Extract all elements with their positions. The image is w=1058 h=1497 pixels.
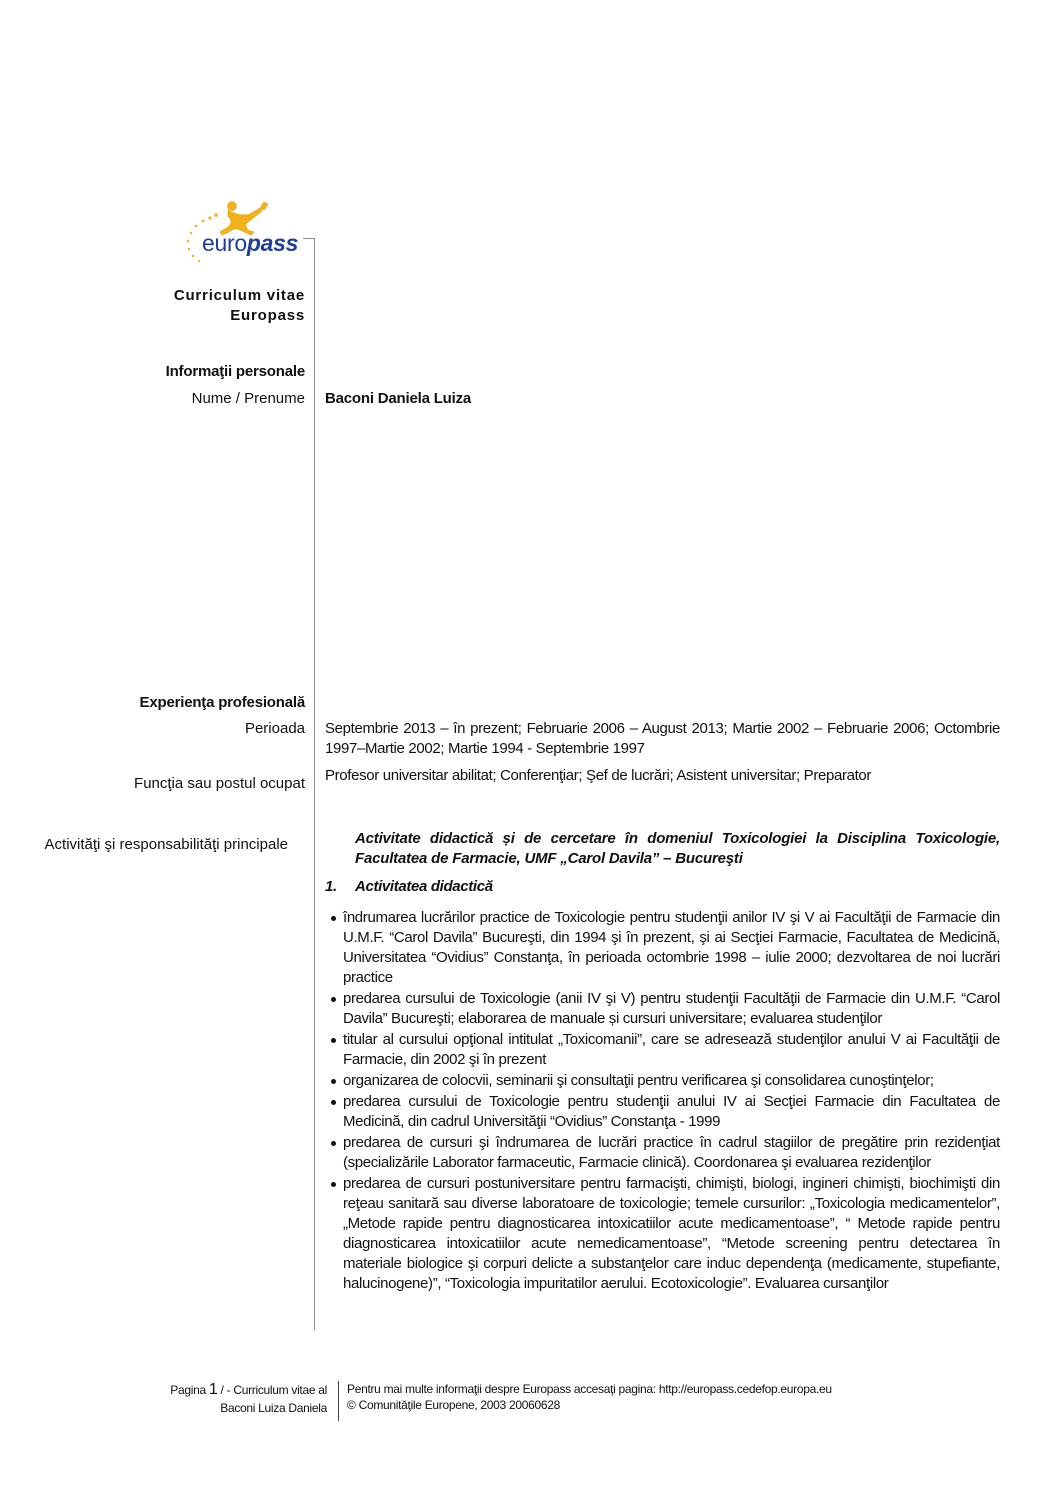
cv-title-line1: Curriculum vitae <box>173 287 305 304</box>
footer-info <box>347 1381 832 1413</box>
list-item: predarea de cursuri şi îndrumarea de lucrări practice în cadrul stagiilor de pregătire prin rezidenţiat (specializările Laborator farmaceutic, Farmacie clinică). Coordonarea şi evaluarea rezidenţilor <box>325 1133 1000 1173</box>
footer-info-line: Pentru mai multe informaţii despre Europass accesaţi pagina: http://europass.cedefop.europa.eu <box>347 1382 832 1396</box>
experience-heading: Experienţa profesională <box>139 694 305 711</box>
didactic-activities-list <box>325 908 1000 1294</box>
list-item: îndrumarea lucrărilor practice de Toxicologie pentru studenţii anilor IV şi V ai Facultăţii de Farmacie din U.M.F. “Carol Davila” Bucureşti, din 1994 şi în prezent, şi ai Secţiei Farmacie, Facultatea de Medicină, Universitatea “Ovidius” Constanţa, în perioada octombrie 1998 – iulie 2000; dezvoltarea de noi lucrări practice <box>325 908 1000 988</box>
page-prefix: Pagina <box>170 1383 206 1397</box>
name-value: Baconi Daniela Luiza <box>325 390 472 407</box>
cv-title-line2: Europass <box>230 307 305 324</box>
subsection-label: Activitatea didactică <box>355 878 493 895</box>
wordmark-light: euro <box>202 230 247 256</box>
list-item: titular al cursului opţional intitulat „Toxicomanii”, care se adresează studenţilor anului V ai Facultăţii de Farmacie, din 2002 şi în prezent <box>325 1030 1000 1070</box>
column-divider <box>314 238 315 1330</box>
list-item: predarea de cursuri postuniversitare pentru farmacişti, chimişti, biologi, ingineri chimişti, biochimişti din reţeau sanitară sau diverse laboratoare de toxicologie; temele cursurilor: „Toxicologia medicamentelor”, „Metode rapide pentru diagnosticarea intoxicatiilor acute medicamentoase”, “ Metode rapide pentru diagnosticarea intoxicatiilor acute nemedicamentoase”, “Metode screening pentru detectarea în materiale biologice şi corpuri delicte a substanţelor care induc dependenţa (medicamente, stupefiante, halucinogene)”, “Toxicologia impuritatilor aerului. Ecotoxicologie”. Evaluarea cursanţilor <box>325 1174 1000 1294</box>
cv-title <box>174 286 305 326</box>
period-value: Septembrie 2013 – în prezent; Februarie 2006 – August 2013; Martie 2002 – Februarie 2006; Octombrie 1997–Martie 2002; Martie 1994 - Septembrie 1997 <box>325 720 1000 757</box>
europass-logo <box>182 198 312 266</box>
footer-copyright: © Comunităţile Europene, 2003 20060628 <box>347 1398 560 1412</box>
list-item: predarea cursului de Toxicologie pentru studenţii anului IV ai Secţiei Farmacie din Facultatea de Medicină, din cadrul Universităţii “Ovidius” Constanţa - 1999 <box>325 1092 1000 1132</box>
activities-block <box>325 829 1000 1295</box>
position-label: Funcţia sau postul ocupat <box>134 775 305 792</box>
personal-info-heading: Informaţii personale <box>165 363 305 380</box>
list-item: predarea cursului de Toxicologie (anii IV şi V) pentru studenţii Facultăţii de Farmacie din U.M.F. “Carol Davila” Bucureşti; elaborarea de manuale și cursuri universitare; evaluarea studenţilor <box>325 989 1000 1029</box>
wordmark-bold: pass <box>246 230 299 256</box>
footer-owner-name: Baconi Luiza Daniela <box>220 1401 327 1415</box>
list-item: organizarea de colocvii, seminarii şi consultaţii pentru verificarea şi consolidarea cunoştinţelor; <box>325 1071 1000 1091</box>
activities-label: Activităţi şi responsabilităţi principale <box>44 836 288 853</box>
subsection-number: 1. <box>325 878 337 895</box>
footer-divider <box>338 1381 339 1421</box>
activities-heading: Activitate didactică și de cercetare în domeniul Toxicologiei la Disciplina Toxicologie, Facultatea de Farmacie, UMF „Carol Davila” – Bucureşti <box>355 830 1000 867</box>
footer-page-info <box>170 1381 327 1417</box>
page-number: 1 <box>208 1381 218 1398</box>
position-value: Profesor universitar abilitat; Conferenţiar; Şef de lucrări; Asistent universitar; Preparator <box>325 767 872 784</box>
name-label: Nume / Prenume <box>191 390 305 407</box>
subsection-title <box>325 877 1000 897</box>
period-label: Perioada <box>244 720 305 737</box>
europass-wordmark <box>202 231 298 255</box>
page-suffix: / - Curriculum vitae al <box>220 1383 327 1397</box>
footer-page-line <box>170 1381 327 1399</box>
